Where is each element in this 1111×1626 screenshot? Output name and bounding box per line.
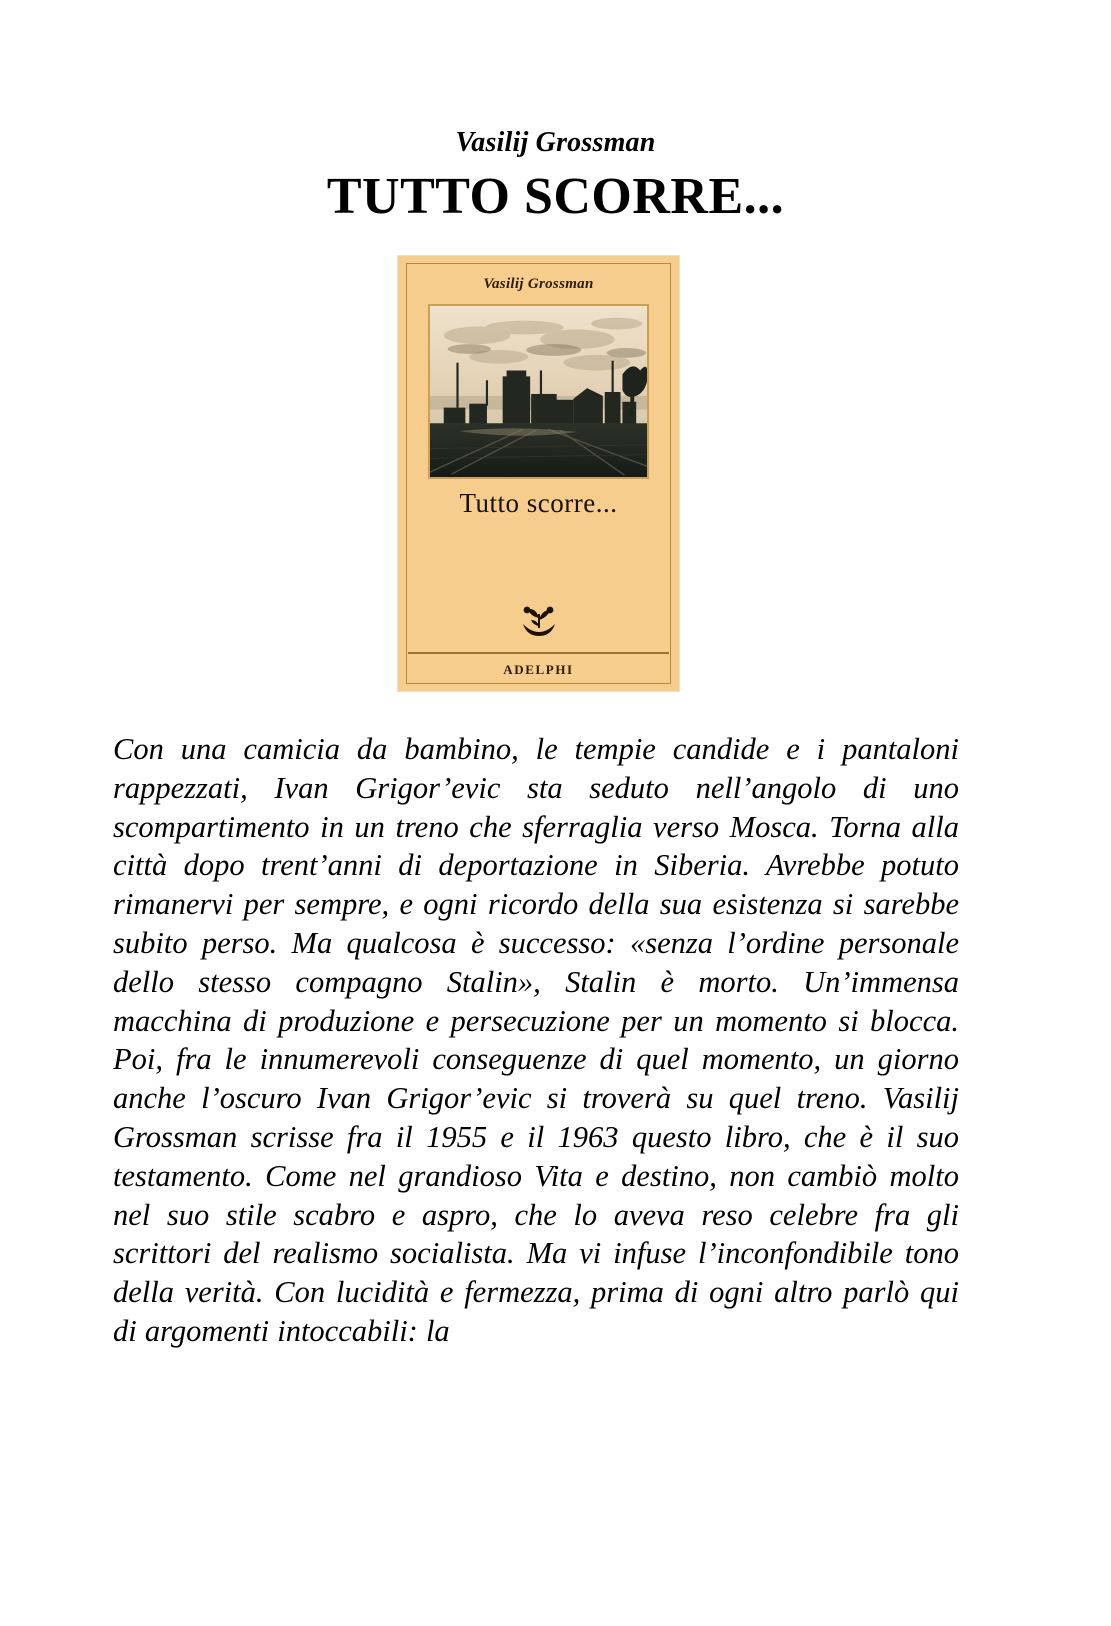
page-title: TUTTO SCORRE... (326, 167, 785, 225)
adelphi-vase-logo (398, 606, 679, 640)
blurb-paragraph: Con una camicia da bambino, le tempie candide e i pantaloni rappezzati, Ivan Grigor’evic sta seduto nell’angolo di uno scompartimento in un treno che sferraglia verso Mosca. Torna alla città dopo trent’anni di deportazione in Siberia. Avrebbe potuto rimanervi per sempre, e ogni ricordo della sua esistenza si sarebbe subito perso. Ma qualcosa è successo: «senza l’ordine personale dello stesso compagno Stalin», Stalin è morto. Un’immensa macchina di produzione e persecuzione per un momento si blocca. Poi, fra le innumerevoli conseguenze di quel momento, un giorno anche l’oscuro Ivan Grigor’evic si troverà su quel treno. Vasilij Grossman scrisse fra il 1955 e il 1963 questo libro, che è il suo testamento. Come nel grandioso Vita e destino, non cambiò molto nel suo stile scabro e aspro, che lo aveva reso celebre fra gli scrittori del realismo socialista. Ma vi infuse l’inconfondibile tono della verità. Con lucidità e fermezza, prima di ogni altro parlò qui di argomenti intoccabili: la (113, 732, 959, 1348)
book-cover-image (398, 256, 679, 691)
header-author: Vasilij Grossman (455, 127, 656, 158)
book-cover (398, 256, 679, 691)
cover-title-text: Tutto scorre... (459, 488, 618, 518)
cover-divider (408, 652, 669, 654)
vase-icon (519, 606, 559, 640)
cover-author-text: Vasilij Grossman (483, 276, 594, 292)
cover-publisher-text: ADELPHI (503, 662, 574, 677)
cover-illustration (428, 304, 649, 479)
page-header (0, 128, 1111, 227)
railway-scene-artwork (430, 306, 647, 477)
